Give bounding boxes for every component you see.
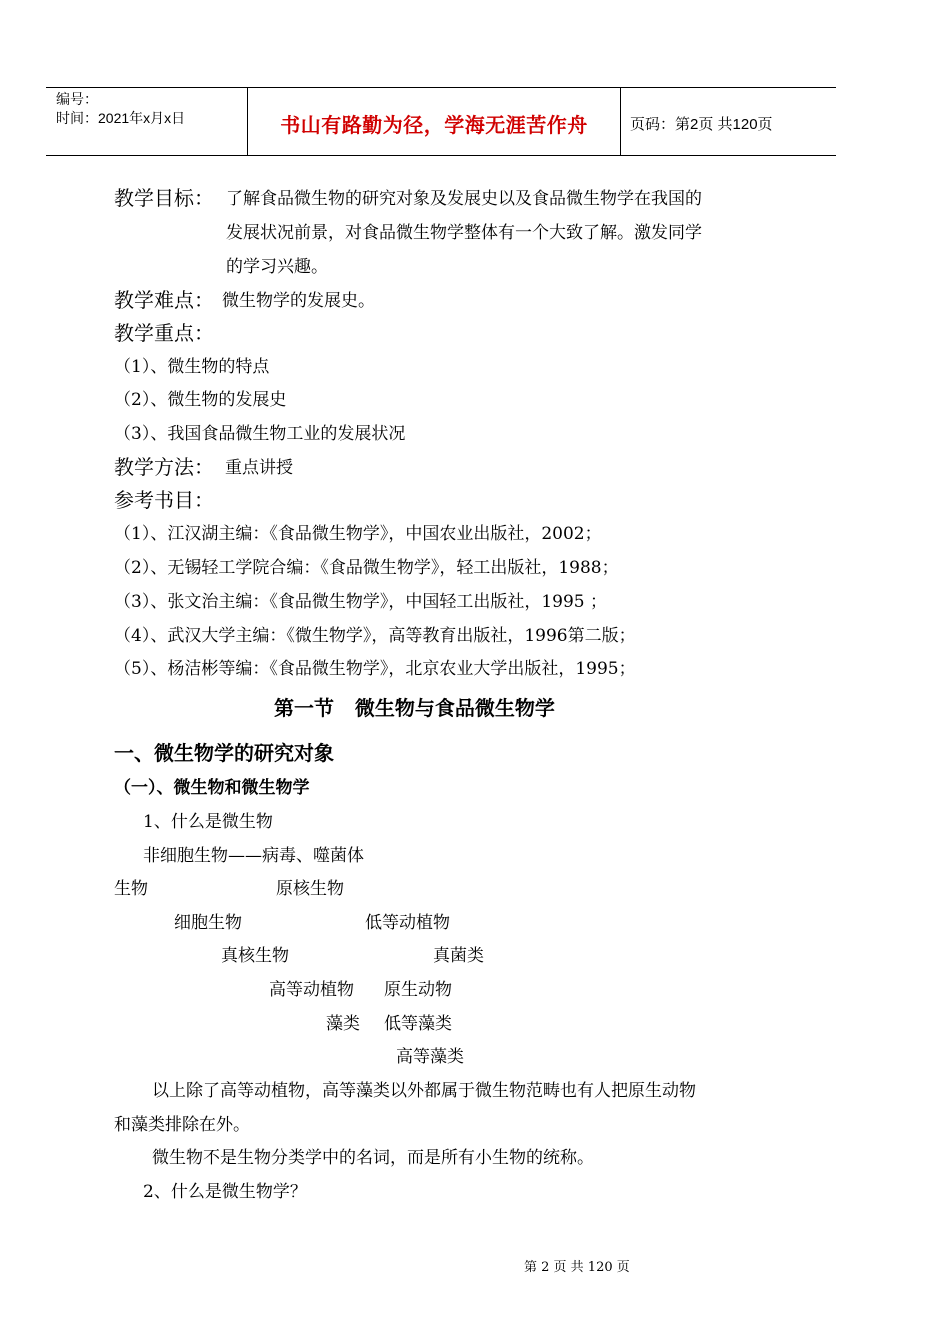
reference-item: （5）、杨洁彬等编：《食品微生物学》，北京农业大学出版社，1995； xyxy=(114,659,636,679)
goal-line-1: 了解食品微生物的研究对象及发展史以及食品微生物学在我国的 xyxy=(226,189,702,209)
tree-higher-plants-animals: 高等动植物 xyxy=(269,980,354,1000)
goal-label: 教学目标： xyxy=(114,186,214,210)
refs-label: 参考书目： xyxy=(114,488,214,512)
header-meta-cell xyxy=(46,88,248,155)
document-number: 编号： xyxy=(56,91,98,107)
tree-eukaryote: 真核生物 xyxy=(221,946,289,966)
method-text: 重点讲授 xyxy=(225,458,293,478)
section-title: 第一节 微生物与食品微生物学 xyxy=(274,696,555,720)
reference-item: （2）、无锡轻工学院合编：《食品微生物学》，轻工出版社，1988； xyxy=(114,558,619,578)
page-header xyxy=(46,87,836,156)
tree-lower-plants-animals: 低等动植物 xyxy=(365,913,450,933)
header-motto: 书山有路勤为径，学海无涯苦作舟 xyxy=(280,115,588,137)
section-heading-1: 一、微生物学的研究对象 xyxy=(114,741,334,765)
tree-cell-organism: 细胞生物 xyxy=(174,913,242,933)
tree-protozoa: 原生动物 xyxy=(384,980,452,1000)
method-label: 教学方法： xyxy=(114,455,214,479)
header-motto-cell xyxy=(248,88,621,155)
header-page-info: 页码：第2页 共120页 xyxy=(630,116,773,133)
paragraph-1-line-1: 以上除了高等动植物，高等藻类以外都属于微生物范畴也有人把原生动物 xyxy=(152,1081,696,1101)
tree-algae: 藻类 xyxy=(326,1014,360,1034)
tree-lower-algae: 低等藻类 xyxy=(384,1014,452,1034)
header-page-cell xyxy=(621,88,836,155)
goal-line-3: 的学习兴趣。 xyxy=(226,257,328,277)
section-heading-2: （一）、微生物和微生物学 xyxy=(114,778,310,798)
reference-item: （1）、江汉湖主编：《食品微生物学》，中国农业出版社，2002； xyxy=(114,524,602,544)
question-2: 2、什么是微生物学？ xyxy=(143,1182,307,1202)
difficulty-label: 教学难点： xyxy=(114,288,214,312)
reference-item: （3）、张文治主编：《食品微生物学》，中国轻工出版社，1995 ； xyxy=(114,592,607,612)
document-time: 时间：2021年x月x日 xyxy=(56,110,186,126)
key-point: （1）、微生物的特点 xyxy=(114,357,270,377)
paragraph-2: 微生物不是生物分类学中的名词，而是所有小生物的统称。 xyxy=(152,1148,594,1168)
tree-noncell: 非细胞生物——病毒、噬菌体 xyxy=(143,846,364,866)
paragraph-1-line-2: 和藻类排除在外。 xyxy=(114,1115,250,1135)
tree-fungi: 真菌类 xyxy=(433,946,484,966)
tree-organism: 生物 xyxy=(114,879,148,899)
reference-item: （4）、武汉大学主编：《微生物学》，高等教育出版社，1996第二版； xyxy=(114,626,636,646)
page-footer: 第 2 页 共 120 页 xyxy=(524,1260,630,1275)
tree-prokaryote: 原核生物 xyxy=(276,879,344,899)
key-point: （2）、微生物的发展史 xyxy=(114,390,287,410)
key-point: （3）、我国食品微生物工业的发展状况 xyxy=(114,424,406,444)
goal-line-2: 发展状况前景，对食品微生物学整体有一个大致了解。激发同学 xyxy=(226,223,702,243)
difficulty-text: 微生物学的发展史。 xyxy=(222,291,375,311)
key-label: 教学重点： xyxy=(114,321,214,345)
tree-higher-algae: 高等藻类 xyxy=(396,1047,464,1067)
question-1: 1、什么是微生物 xyxy=(143,812,273,832)
